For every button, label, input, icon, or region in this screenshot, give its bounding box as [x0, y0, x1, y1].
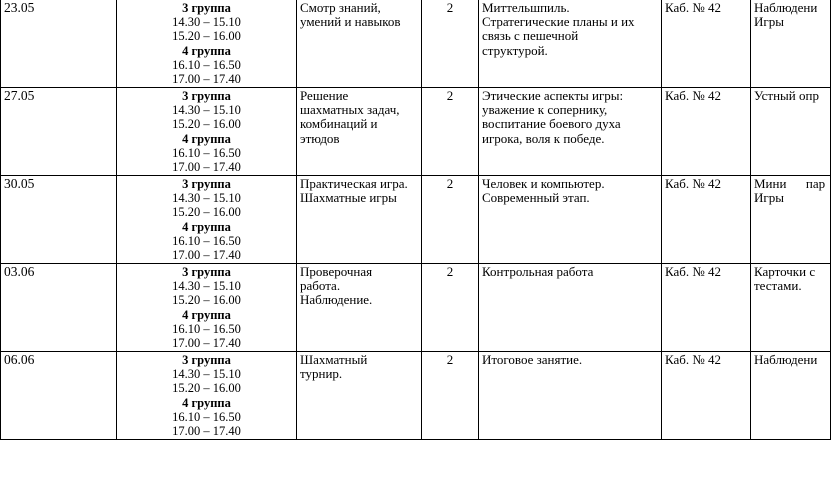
table-row [1, 0, 831, 88]
room-value: Каб. № 42 [665, 176, 722, 191]
time-slot: 14.30 – 15.10 [172, 279, 241, 294]
control-form-cell [751, 352, 831, 440]
topic-line: комбинаций и [300, 116, 378, 132]
time-slot: 16.10 – 16.50 [172, 409, 241, 424]
theme-line: Итоговое занятие. [482, 352, 583, 367]
control-line: Устный опр [754, 88, 819, 103]
time-slot: 17.00 – 17.40 [172, 160, 241, 175]
hours-value: 2 [446, 176, 454, 191]
control-line: Игры [754, 190, 784, 206]
control-form-cell [751, 264, 831, 352]
time-slot: 15.20 – 16.00 [172, 117, 241, 132]
control-line: Наблюдени [754, 0, 818, 15]
theme-line: воспитание боевого духа [482, 116, 621, 132]
theme-cell [479, 264, 662, 352]
theme-line: Этические аспекты игры: [482, 88, 624, 103]
time-slot: 14.30 – 15.10 [172, 367, 241, 382]
hours-cell [422, 176, 479, 264]
group-label: 3 группа [182, 353, 231, 367]
room-value: Каб. № 42 [665, 264, 722, 279]
topic-line: шахматных задач, [300, 102, 400, 118]
topic-cell [297, 264, 422, 352]
time-slot: 15.20 – 16.00 [172, 205, 241, 220]
topic-cell [297, 0, 422, 88]
topic-line: работа. [300, 278, 341, 294]
control-line: Мини пар [754, 176, 826, 191]
time-slot: 17.00 – 17.40 [172, 248, 241, 263]
hours-cell [422, 264, 479, 352]
control-form-cell [751, 176, 831, 264]
theme-cell [479, 88, 662, 176]
theme-line: Миттельшпиль. [482, 0, 570, 15]
time-slot: 14.30 – 15.10 [172, 103, 241, 118]
control-line: тестами. [754, 278, 802, 294]
control-line: Карточки с [754, 264, 816, 279]
theme-line: Стратегические планы и их [482, 14, 635, 30]
time-cell [117, 264, 297, 352]
table-row [1, 264, 831, 352]
date-cell [1, 352, 117, 440]
hours-cell [422, 88, 479, 176]
time-slot: 15.20 – 16.00 [172, 381, 241, 396]
date-cell [1, 88, 117, 176]
date-text: 23.05 [4, 0, 35, 15]
group-label: 4 группа [182, 395, 231, 410]
time-slot: 16.10 – 16.50 [172, 57, 241, 72]
hours-cell [422, 352, 479, 440]
theme-line: Человек и компьютер. [482, 176, 605, 191]
control-line: Наблюдени [754, 352, 818, 367]
room-cell [662, 352, 751, 440]
table-row [1, 88, 831, 176]
time-slot: 17.00 – 17.40 [172, 72, 241, 87]
topic-line: Проверочная [300, 264, 373, 279]
control-line: Игры [754, 14, 784, 30]
date-text: 03.06 [4, 264, 35, 279]
group-label: 3 группа [182, 1, 231, 15]
theme-line: структурой. [482, 42, 548, 58]
time-cell [117, 176, 297, 264]
room-value: Каб. № 42 [665, 0, 722, 15]
hours-value: 2 [446, 0, 454, 15]
hours-value: 2 [446, 88, 454, 103]
time-slot: 17.00 – 17.40 [172, 336, 241, 351]
date-text: 30.05 [4, 176, 35, 191]
room-value: Каб. № 42 [665, 88, 722, 103]
time-slot: 14.30 – 15.10 [172, 15, 241, 30]
topic-cell [297, 88, 422, 176]
theme-line: игрока, воля к победе. [482, 130, 605, 146]
topic-cell [297, 352, 422, 440]
table-row [1, 352, 831, 440]
hours-value: 2 [446, 352, 454, 367]
control-form-cell [751, 88, 831, 176]
room-cell [662, 176, 751, 264]
group-label: 4 группа [182, 307, 231, 322]
date-cell [1, 264, 117, 352]
time-slot: 15.20 – 16.00 [172, 29, 241, 44]
theme-cell [479, 176, 662, 264]
time-cell [117, 88, 297, 176]
hours-cell [422, 0, 479, 88]
room-cell [662, 88, 751, 176]
topic-line: Решение [300, 88, 349, 103]
time-slot: 16.10 – 16.50 [172, 233, 241, 248]
time-slot: 16.10 – 16.50 [172, 321, 241, 336]
time-cell [117, 0, 297, 88]
theme-line: уважение к сопернику, [482, 102, 608, 118]
topic-line: Наблюдение. [300, 292, 373, 308]
time-slot: 17.00 – 17.40 [172, 424, 241, 439]
topic-line: умений и навыков [300, 14, 401, 30]
time-slot: 16.10 – 16.50 [172, 145, 241, 160]
group-label: 3 группа [182, 265, 231, 279]
group-label: 4 группа [182, 43, 231, 58]
hours-value: 2 [446, 264, 454, 279]
theme-line: связь с пешечной [482, 28, 579, 44]
topic-line: Шахматные игры [300, 190, 397, 206]
table-row [1, 176, 831, 264]
group-label: 3 группа [182, 89, 231, 103]
topic-line: Практическая игра. [300, 176, 408, 191]
room-cell [662, 0, 751, 88]
group-label: 3 группа [182, 177, 231, 191]
room-value: Каб. № 42 [665, 352, 722, 367]
control-form-cell [751, 0, 831, 88]
topic-cell [297, 176, 422, 264]
topic-line: турнир. [300, 366, 343, 382]
room-cell [662, 264, 751, 352]
theme-cell [479, 352, 662, 440]
group-label: 4 группа [182, 219, 231, 234]
date-text: 06.06 [4, 352, 35, 367]
theme-line: Контрольная работа [482, 264, 594, 279]
date-cell [1, 176, 117, 264]
theme-line: Современный этап. [482, 190, 590, 206]
theme-cell [479, 0, 662, 88]
topic-line: этюдов [300, 130, 340, 146]
date-cell [1, 0, 117, 88]
time-cell [117, 352, 297, 440]
topic-line: Шахматный [300, 352, 368, 367]
time-slot: 14.30 – 15.10 [172, 191, 241, 206]
topic-line: Смотр знаний, [300, 0, 381, 15]
time-slot: 15.20 – 16.00 [172, 293, 241, 308]
group-label: 4 группа [182, 131, 231, 146]
date-text: 27.05 [4, 88, 35, 103]
